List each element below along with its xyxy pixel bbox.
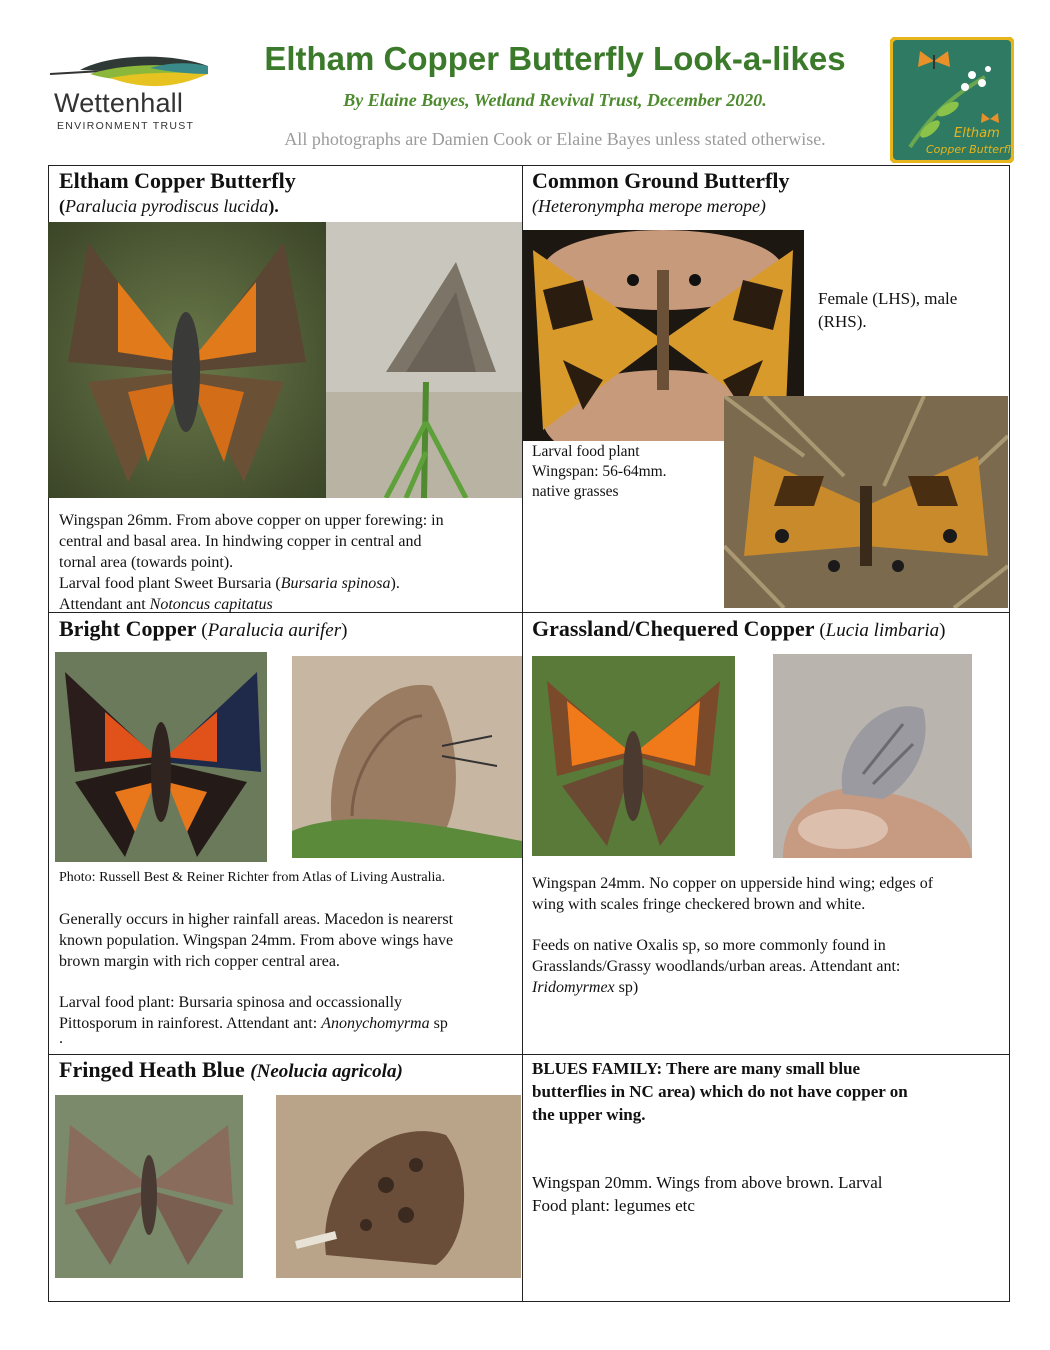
- bright-copper-description: Generally occurs in higher rainfall areas. Macedon is nearerst known population. Wingspan 24mm. From above wings have brown margin with rich copper central area. Larval food plant: Bursaria spinosa and occassionally Pittosporum in rainforest. Attendant ant: Anonychomyrma sp .: [59, 911, 454, 1047]
- bright-copper-photo-underside: [292, 656, 522, 858]
- common-ground-sci-name: (Heteronympha merope merope): [532, 196, 766, 216]
- common-ground-photo-male: [724, 396, 1008, 608]
- common-ground-heading: Common Ground Butterfly: [532, 168, 790, 193]
- eltham-copper-badge: [890, 37, 1014, 163]
- common-ground-description: Larval food plant Wingspan: 56-64mm. native grasses: [532, 443, 667, 500]
- photo-credit: All photographs are Damien Cook or Elaine Bayes unless stated otherwise.: [284, 129, 826, 149]
- badge-text-2: Copper Butterfly: [926, 143, 1014, 156]
- grassland-photo-underside: [773, 654, 972, 858]
- fringed-heading: Fringed Heath Blue (Neolucia agricola): [59, 1057, 403, 1082]
- eltham-description: Wingspan 26mm. From above copper on upper forewing: in central and basal area. In hindwing copper in central and tornal area (towards point). Larval food plant Sweet Bursaria (Bursaria spinosa). Attendant ant Notoncus capitatus: [59, 512, 444, 613]
- fringed-photo-upperside: [55, 1095, 243, 1278]
- eltham-heading: Eltham Copper Butterfly: [59, 168, 296, 193]
- common-ground-caption: Female (LHS), male (RHS).: [818, 289, 958, 331]
- logo-subtitle: ENVIRONMENT TRUST: [57, 120, 195, 132]
- logo-name: Wettenhall: [54, 88, 184, 118]
- bright-copper-photo-credit: Photo: Russell Best & Reiner Richter from Atlas of Living Australia.: [59, 870, 446, 885]
- blues-family-note: BLUES FAMILY: There are many small blue butterflies in NC area) which do not have copper on the upper wing.: [532, 1059, 908, 1124]
- grid-divider-row-2: [48, 1054, 1010, 1055]
- fringed-photo-underside: [276, 1095, 521, 1278]
- bright-copper-photo-upperside: [55, 652, 267, 862]
- grassland-photo-upperside: [532, 656, 735, 856]
- page-title: Eltham Copper Butterfly Look-a-likes: [264, 40, 846, 77]
- blues-family-description: Wingspan 20mm. Wings from above brown. Larval Food plant: legumes etc: [532, 1173, 883, 1215]
- eltham-photo-underside: [326, 222, 522, 498]
- bright-copper-heading: Bright Copper (Paralucia aurifer): [59, 616, 348, 641]
- eltham-photo-upperside: [48, 222, 326, 498]
- grassland-description: Wingspan 24mm. No copper on upperside hind wing; edges of wing with scales fringe checkered brown and white. Feeds on native Oxalis sp, so more commonly found in Grasslands/Grassy woodlands/urban areas. Attendant ant: Iridomyrmex sp): [532, 875, 934, 996]
- badge-text-1: Eltham: [954, 126, 1000, 141]
- page-subtitle: By Elaine Bayes, Wetland Revival Trust, December 2020.: [343, 90, 767, 110]
- eltham-sci-name: (Paralucia pyrodiscus lucida).: [59, 196, 279, 216]
- grassland-heading: Grassland/Chequered Copper (Lucia limbaria): [532, 616, 946, 641]
